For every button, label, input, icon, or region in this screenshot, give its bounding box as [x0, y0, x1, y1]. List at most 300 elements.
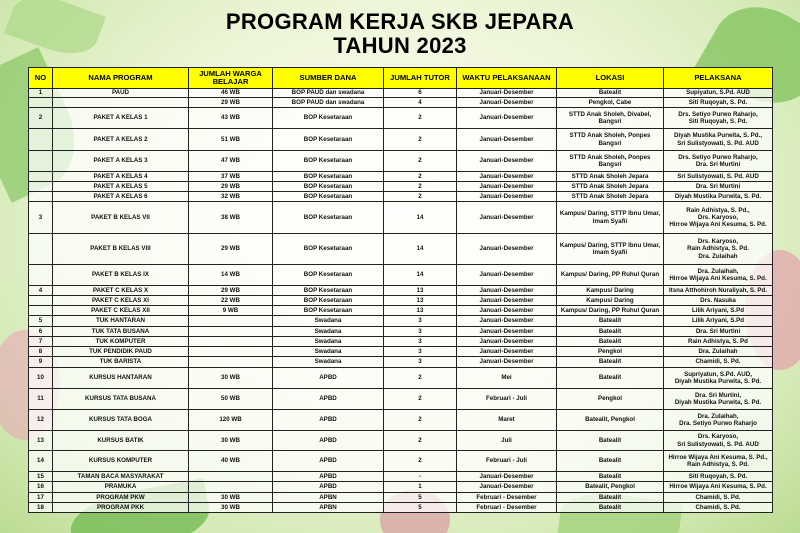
cell-pelaksana-line: Sri Sulistyowati, S. Pd. AUD: [677, 139, 759, 147]
cell-jumlah-warga-belajar: [189, 327, 273, 337]
cell-lokasi: [557, 182, 664, 192]
table-row: [29, 368, 773, 389]
table-row: [29, 172, 773, 182]
header-pelaksana: PELAKSANA: [664, 68, 773, 89]
table-row: [29, 89, 773, 98]
cell-pelaksana: [664, 98, 773, 108]
table-row: [29, 306, 773, 316]
cell-sumber-dana: BOP Kesetaraan: [273, 265, 384, 286]
cell-jumlah-tutor: 13: [384, 286, 457, 296]
cell-lokasi-line: Kampus/ Daring, PP Ruhul Quran: [560, 271, 660, 279]
cell-pelaksana: [664, 89, 773, 98]
cell-sumber-dana: APBD: [273, 410, 384, 431]
cell-jumlah-warga-belajar: 47 WB: [189, 151, 273, 172]
cell-pelaksana: [664, 202, 773, 234]
cell-nama-program: PAKET B KELAS VII: [53, 202, 189, 234]
cell-sumber-dana: APBD: [273, 431, 384, 451]
cell-waktu-pelaksanaan: Juli: [457, 431, 557, 451]
cell-waktu-pelaksanaan: Januari-Desember: [457, 192, 557, 202]
cell-waktu-pelaksanaan: Januari-Desember: [457, 172, 557, 182]
cell-nama-program: KURSUS BATIK: [53, 431, 189, 451]
cell-pelaksana: [664, 234, 773, 265]
cell-sumber-dana: Swadana: [273, 347, 384, 357]
table-row: [29, 482, 773, 493]
cell-lokasi-line: Kampus/ Daring, STTP Ibnu Umar,: [559, 241, 661, 249]
cell-no: [29, 296, 53, 306]
cell-lokasi: [557, 286, 664, 296]
cell-no: 9: [29, 357, 53, 368]
cell-jumlah-warga-belajar: 50 WB: [189, 389, 273, 410]
cell-pelaksana-line: Drs. Karyoso,: [697, 213, 739, 221]
cell-jumlah-warga-belajar: 14 WB: [189, 265, 273, 286]
cell-lokasi: [557, 451, 664, 472]
cell-sumber-dana: BOP PAUD dan swadana: [273, 89, 384, 98]
cell-sumber-dana: BOP Kesetaraan: [273, 202, 384, 234]
cell-pelaksana-line: Siti Ruqoyah, S. Pd.: [688, 472, 748, 480]
cell-pelaksana: [664, 389, 773, 410]
cell-waktu-pelaksanaan: Januari-Desember: [457, 347, 557, 357]
cell-lokasi-line: Kampus/ Daring, PP Ruhul Quran: [560, 306, 660, 314]
cell-pelaksana: [664, 172, 773, 182]
cell-jumlah-tutor: 2: [384, 431, 457, 451]
cell-no: [29, 98, 53, 108]
cell-no: 14: [29, 451, 53, 472]
cell-sumber-dana: APBN: [273, 493, 384, 503]
cell-pelaksana-line: Chamidi, S. Pd.: [695, 493, 741, 501]
cell-lokasi: [557, 172, 664, 182]
cell-waktu-pelaksanaan: Januari-Desember: [457, 286, 557, 296]
table-row: [29, 129, 773, 151]
cell-jumlah-tutor: 3: [384, 337, 457, 347]
table-row: [29, 182, 773, 192]
cell-nama-program: PAUD: [53, 89, 189, 98]
cell-sumber-dana: APBN: [273, 503, 384, 513]
cell-jumlah-tutor: 2: [384, 451, 457, 472]
cell-sumber-dana: BOP Kesetaraan: [273, 129, 384, 151]
cell-lokasi-line: Batealit: [598, 317, 622, 325]
table-row: [29, 503, 773, 513]
cell-jumlah-warga-belajar: 51 WB: [189, 129, 273, 151]
cell-pelaksana-line: Siti Ruqoyah, S. Pd.: [688, 118, 748, 125]
cell-pelaksana-line: Lilik Ariyani, S.Pd: [691, 317, 745, 325]
cell-jumlah-tutor: 2: [384, 410, 457, 431]
cell-waktu-pelaksanaan: Februari - Juli: [457, 451, 557, 472]
cell-pelaksana: [664, 151, 773, 172]
cell-waktu-pelaksanaan: Mei: [457, 368, 557, 389]
table-row: [29, 327, 773, 337]
cell-pelaksana: [664, 410, 773, 431]
cell-nama-program: PAKET B KELAS VIII: [53, 234, 189, 265]
table-row: [29, 234, 773, 265]
cell-waktu-pelaksanaan: Januari-Desember: [457, 182, 557, 192]
cell-jumlah-tutor: 6: [384, 89, 457, 98]
cell-lokasi: [557, 192, 664, 202]
title-line-2: TAHUN 2023: [333, 33, 467, 58]
table-row: [29, 265, 773, 286]
cell-jumlah-tutor: 3: [384, 347, 457, 357]
cell-jumlah-warga-belajar: 40 WB: [189, 451, 273, 472]
cell-jumlah-warga-belajar: 30 WB: [189, 431, 273, 451]
cell-lokasi-line: Batealit: [598, 89, 622, 97]
cell-lokasi: [557, 151, 664, 172]
cell-lokasi: [557, 368, 664, 389]
cell-waktu-pelaksanaan: Januari-Desember: [457, 151, 557, 172]
table-row: [29, 151, 773, 172]
cell-waktu-pelaksanaan: Januari-Desember: [457, 306, 557, 316]
cell-pelaksana-line: Dra. Sri Murtini,: [694, 391, 742, 399]
cell-sumber-dana: APBD: [273, 482, 384, 493]
cell-lokasi-line: STTD Anak Sholeh, Ponpes Bangsri: [569, 153, 651, 168]
cell-lokasi-line: STTD Anak Sholeh Jepara: [571, 192, 649, 200]
cell-no: 6: [29, 327, 53, 337]
cell-pelaksana: [664, 482, 773, 493]
cell-no: 1: [29, 89, 53, 98]
table-row: [29, 98, 773, 108]
cell-waktu-pelaksanaan: Januari-Desember: [457, 296, 557, 306]
cell-jumlah-tutor: 14: [384, 234, 457, 265]
cell-nama-program: KURSUS TATA BOGA: [53, 410, 189, 431]
cell-nama-program: KURSUS HANTARAN: [53, 368, 189, 389]
cell-nama-program: PAKET A KELAS 5: [53, 182, 189, 192]
header-jumlah-tutor: JUMLAH TUTOR: [384, 68, 457, 89]
cell-lokasi-line: Batealit: [598, 374, 622, 382]
cell-nama-program: PAKET C KELAS X: [53, 286, 189, 296]
cell-pelaksana: [664, 182, 773, 192]
cell-sumber-dana: Swadana: [273, 357, 384, 368]
cell-no: 3: [29, 202, 53, 234]
cell-pelaksana-line: Drs. Karyoso,: [697, 238, 739, 246]
cell-jumlah-warga-belajar: 37 WB: [189, 172, 273, 182]
cell-jumlah-tutor: 2: [384, 108, 457, 129]
cell-jumlah-tutor: 2: [384, 192, 457, 202]
header-nama-program: NAMA PROGRAM: [53, 68, 189, 89]
cell-jumlah-tutor: 13: [384, 306, 457, 316]
cell-no: 10: [29, 368, 53, 389]
cell-waktu-pelaksanaan: Februari - Juli: [457, 389, 557, 410]
cell-nama-program: PAKET B KELAS IX: [53, 265, 189, 286]
cell-jumlah-tutor: 3: [384, 327, 457, 337]
cell-lokasi: [557, 234, 664, 265]
cell-lokasi-line: Batealit: [598, 493, 622, 501]
cell-sumber-dana: Swadana: [273, 316, 384, 327]
cell-no: 16: [29, 482, 53, 493]
cell-sumber-dana: APBD: [273, 472, 384, 482]
cell-pelaksana-line: Dra. Sri Murtini: [695, 161, 741, 168]
cell-no: [29, 234, 53, 265]
cell-lokasi: [557, 327, 664, 337]
cell-pelaksana-line: Hirroe Wijaya Ani Kesuma, S. Pd.: [669, 221, 767, 229]
cell-jumlah-tutor: 1: [384, 482, 457, 493]
cell-pelaksana: [664, 493, 773, 503]
cell-lokasi-line: STTD Anak Sholeh, Ponpes Bangsri: [569, 132, 651, 147]
cell-pelaksana: [664, 129, 773, 151]
cell-sumber-dana: BOP Kesetaraan: [273, 306, 384, 316]
cell-pelaksana: [664, 337, 773, 347]
cell-pelaksana-line: Supriyatun, S.Pd. AUD,: [684, 370, 752, 378]
cell-no: [29, 265, 53, 286]
cell-pelaksana-line: Dra. Zulaihah,: [697, 267, 739, 275]
cell-no: 4: [29, 286, 53, 296]
cell-nama-program: PRAMUKA: [53, 482, 189, 493]
table-row: [29, 202, 773, 234]
table-row: [29, 108, 773, 129]
cell-waktu-pelaksanaan: Januari-Desember: [457, 98, 557, 108]
cell-nama-program: TUK HANTARAN: [53, 316, 189, 327]
cell-lokasi-line: STTD Anak Sholeh, Divabel, Bangsri: [568, 110, 652, 125]
cell-sumber-dana: BOP Kesetaraan: [273, 296, 384, 306]
cell-pelaksana-line: Dra. Sri Murtini: [695, 327, 741, 335]
table-row: [29, 296, 773, 306]
header-waktu-pelaksanaan: WAKTU PELAKSANAAN: [457, 68, 557, 89]
program-table: [28, 67, 773, 513]
cell-lokasi: [557, 472, 664, 482]
cell-jumlah-warga-belajar: [189, 347, 273, 357]
cell-nama-program: KURSUS TATA BUSANA: [53, 389, 189, 410]
cell-sumber-dana: BOP Kesetaraan: [273, 172, 384, 182]
cell-nama-program: PAKET A KELAS 6: [53, 192, 189, 202]
cell-nama-program: KURSUS KOMPUTER: [53, 451, 189, 472]
cell-nama-program: TUK TATA BUSANA: [53, 327, 189, 337]
cell-sumber-dana: APBD: [273, 368, 384, 389]
cell-no: [29, 172, 53, 182]
cell-pelaksana-line: Dra. Zulaihah: [698, 252, 738, 260]
cell-lokasi-line: Batealit: [598, 358, 622, 366]
header-lokasi: LOKASI: [557, 68, 664, 89]
cell-waktu-pelaksanaan: Februari - Desember: [457, 503, 557, 513]
cell-jumlah-warga-belajar: 29 WB: [189, 182, 273, 192]
cell-lokasi-line: Imam Syafii: [592, 217, 628, 225]
cell-lokasi-line: Batealit, Pengkol: [585, 483, 635, 491]
cell-pelaksana-line: Hirroe Wijaya Ani Kesuma, S. Pd.: [669, 483, 767, 491]
cell-waktu-pelaksanaan: Februari - Desember: [457, 493, 557, 503]
cell-jumlah-tutor: 5: [384, 493, 457, 503]
cell-lokasi-line: Batealit: [598, 472, 622, 480]
cell-lokasi: [557, 265, 664, 286]
cell-jumlah-warga-belajar: [189, 337, 273, 347]
cell-lokasi-line: Batealit: [598, 457, 622, 465]
cell-pelaksana-line: Dra. Setiyo Purwo Raharjo: [679, 420, 757, 427]
cell-pelaksana: [664, 503, 773, 513]
cell-lokasi-line: Batealit, Pengkol: [585, 416, 635, 424]
page-title: [0, 10, 800, 58]
cell-pelaksana-line: Drs. Karyoso,: [697, 433, 739, 441]
cell-jumlah-warga-belajar: 43 WB: [189, 108, 273, 129]
cell-jumlah-warga-belajar: 30 WB: [189, 368, 273, 389]
cell-lokasi-line: Kampus/ Daring, STTP Ibnu Umar,: [559, 210, 661, 218]
cell-no: [29, 151, 53, 172]
cell-lokasi: [557, 98, 664, 108]
cell-waktu-pelaksanaan: Maret: [457, 410, 557, 431]
cell-jumlah-warga-belajar: 38 WB: [189, 202, 273, 234]
cell-pelaksana-line: Itsna Atthohiroh Nuraliyah, S. Pd.: [668, 286, 768, 294]
cell-nama-program: PAKET A KELAS 2: [53, 129, 189, 151]
cell-lokasi-line: Pengkol: [597, 347, 623, 355]
cell-lokasi-line: Batealit: [598, 503, 622, 511]
cell-pelaksana: [664, 357, 773, 368]
cell-nama-program: PAKET A KELAS 4: [53, 172, 189, 182]
cell-pelaksana-line: Lilik Ariyani, S.Pd: [691, 306, 745, 314]
cell-no: [29, 192, 53, 202]
cell-lokasi: [557, 306, 664, 316]
header-jumlah-warga-belajar: JUMLAH WARGA BELAJAR: [189, 68, 273, 89]
cell-no: 17: [29, 493, 53, 503]
cell-pelaksana: [664, 431, 773, 451]
cell-pelaksana-line: Rain Adhistya, S. Pd.: [687, 461, 749, 468]
cell-sumber-dana: BOP Kesetaraan: [273, 192, 384, 202]
cell-pelaksana-line: Diyah Mustika Purwita, S. Pd.: [674, 378, 762, 385]
cell-no: 2: [29, 108, 53, 129]
cell-pelaksana-line: Siti Ruqoyah, S. Pd.: [688, 98, 748, 106]
cell-lokasi: [557, 129, 664, 151]
cell-jumlah-tutor: 4: [384, 98, 457, 108]
header-sumber-dana: SUMBER DANA: [273, 68, 384, 89]
cell-pelaksana: [664, 472, 773, 482]
table-row: [29, 410, 773, 431]
cell-no: 13: [29, 431, 53, 451]
cell-jumlah-tutor: 2: [384, 151, 457, 172]
cell-jumlah-warga-belajar: [189, 357, 273, 368]
cell-pelaksana-line: Drs. Setiyo Purwo Raharjo,: [678, 110, 758, 118]
cell-pelaksana: [664, 108, 773, 129]
cell-pelaksana-line: Dra. Sri Murtini: [695, 182, 741, 190]
cell-lokasi: [557, 347, 664, 357]
cell-sumber-dana: APBD: [273, 451, 384, 472]
cell-waktu-pelaksanaan: Januari-Desember: [457, 108, 557, 129]
cell-lokasi-line: STTD Anak Sholeh Jepara: [571, 172, 649, 180]
cell-jumlah-warga-belajar: 30 WB: [189, 493, 273, 503]
cell-jumlah-warga-belajar: [189, 482, 273, 493]
cell-lokasi: [557, 410, 664, 431]
cell-jumlah-warga-belajar: [189, 316, 273, 327]
cell-no: 15: [29, 472, 53, 482]
cell-lokasi: [557, 493, 664, 503]
cell-pelaksana-line: Rain Adhistya, S. Pd: [688, 337, 748, 345]
cell-pelaksana-line: Diyah Mustika Purwita, S. Pd.: [674, 399, 762, 406]
cell-no: 11: [29, 389, 53, 410]
cell-jumlah-tutor: 14: [384, 202, 457, 234]
cell-pelaksana-line: Diyah Mustika Purwita, S. Pd.,: [673, 132, 763, 140]
cell-no: [29, 306, 53, 316]
cell-jumlah-warga-belajar: [189, 472, 273, 482]
table-row: [29, 357, 773, 368]
cell-lokasi-line: Batealit: [598, 327, 622, 335]
table-row: [29, 451, 773, 472]
cell-sumber-dana: BOP Kesetaraan: [273, 234, 384, 265]
cell-jumlah-warga-belajar: 29 WB: [189, 234, 273, 265]
cell-jumlah-tutor: 2: [384, 182, 457, 192]
cell-jumlah-tutor: -: [384, 472, 457, 482]
cell-sumber-dana: BOP Kesetaraan: [273, 108, 384, 129]
cell-lokasi-line: Batealit: [598, 436, 622, 444]
cell-no: 5: [29, 316, 53, 327]
header-no: NO: [29, 68, 53, 89]
table-body: [29, 89, 773, 513]
cell-jumlah-warga-belajar: 29 WB: [189, 286, 273, 296]
cell-nama-program: PROGRAM PKW: [53, 493, 189, 503]
cell-waktu-pelaksanaan: Januari-Desember: [457, 316, 557, 327]
cell-sumber-dana: Swadana: [273, 337, 384, 347]
cell-lokasi: [557, 202, 664, 234]
table-header-row: [29, 68, 773, 89]
cell-no: 7: [29, 337, 53, 347]
cell-lokasi-line: Batealit: [598, 337, 622, 345]
table-row: [29, 316, 773, 327]
cell-pelaksana-line: Sri Sulistyowati, S. Pd. AUD: [677, 440, 759, 448]
cell-waktu-pelaksanaan: Januari-Desember: [457, 482, 557, 493]
cell-pelaksana-line: Chamidi, S. Pd.: [695, 358, 741, 366]
cell-pelaksana: [664, 368, 773, 389]
cell-waktu-pelaksanaan: Januari-Desember: [457, 265, 557, 286]
cell-lokasi-line: Pengkol, Cabe: [588, 98, 632, 106]
cell-pelaksana: [664, 296, 773, 306]
cell-pelaksana-line: Chamidi, S. Pd.: [695, 503, 741, 511]
cell-jumlah-warga-belajar: 9 WB: [189, 306, 273, 316]
cell-jumlah-warga-belajar: 29 WB: [189, 98, 273, 108]
cell-nama-program: PAKET C KELAS XII: [53, 306, 189, 316]
cell-jumlah-tutor: 5: [384, 503, 457, 513]
cell-sumber-dana: BOP Kesetaraan: [273, 151, 384, 172]
table-row: [29, 347, 773, 357]
cell-sumber-dana: BOP Kesetaraan: [273, 182, 384, 192]
cell-lokasi-line: STTD Anak Sholeh Jepara: [571, 182, 649, 190]
cell-jumlah-tutor: 2: [384, 172, 457, 182]
cell-pelaksana-line: Rain Adhistya, S. Pd.: [687, 245, 749, 253]
cell-pelaksana-line: Diyah Mustika Purwita, S. Pd.: [674, 192, 762, 200]
cell-lokasi: [557, 357, 664, 368]
cell-jumlah-warga-belajar: 46 WB: [189, 89, 273, 98]
cell-nama-program: PAKET A KELAS 3: [53, 151, 189, 172]
cell-no: 12: [29, 410, 53, 431]
cell-jumlah-tutor: 13: [384, 296, 457, 306]
cell-pelaksana-line: Hirroe Wijaya Ani Kesuma, S. Pd.,: [668, 453, 768, 461]
cell-lokasi-line: Imam Syafii: [592, 249, 628, 256]
cell-no: [29, 182, 53, 192]
cell-sumber-dana: BOP PAUD dan swadana: [273, 98, 384, 108]
cell-pelaksana: [664, 265, 773, 286]
cell-lokasi: [557, 108, 664, 129]
cell-waktu-pelaksanaan: Januari-Desember: [457, 337, 557, 347]
cell-waktu-pelaksanaan: Januari-Desember: [457, 129, 557, 151]
cell-sumber-dana: APBD: [273, 389, 384, 410]
cell-waktu-pelaksanaan: Januari-Desember: [457, 202, 557, 234]
table-row: [29, 337, 773, 347]
cell-lokasi: [557, 89, 664, 98]
cell-nama-program: TUK KOMPUTER: [53, 337, 189, 347]
cell-waktu-pelaksanaan: Januari-Desember: [457, 327, 557, 337]
cell-pelaksana-line: Drs. Nasuka: [700, 296, 736, 304]
cell-no: [29, 129, 53, 151]
cell-lokasi: [557, 431, 664, 451]
cell-jumlah-tutor: 2: [384, 129, 457, 151]
cell-lokasi: [557, 337, 664, 347]
cell-pelaksana: [664, 192, 773, 202]
cell-pelaksana: [664, 306, 773, 316]
cell-pelaksana-line: Supiyatun, S.Pd. AUD: [686, 89, 750, 97]
cell-no: 18: [29, 503, 53, 513]
cell-waktu-pelaksanaan: Januari-Desember: [457, 357, 557, 368]
cell-sumber-dana: BOP Kesetaraan: [273, 286, 384, 296]
cell-pelaksana: [664, 327, 773, 337]
cell-pelaksana-line: Dra. Zulaihah,: [697, 412, 739, 420]
cell-jumlah-tutor: 2: [384, 368, 457, 389]
table-row: [29, 493, 773, 503]
cell-nama-program: TUK PENDIDIK PAUD: [53, 347, 189, 357]
cell-no: 8: [29, 347, 53, 357]
table-row: [29, 472, 773, 482]
cell-pelaksana: [664, 286, 773, 296]
cell-pelaksana: [664, 451, 773, 472]
cell-lokasi: [557, 316, 664, 327]
